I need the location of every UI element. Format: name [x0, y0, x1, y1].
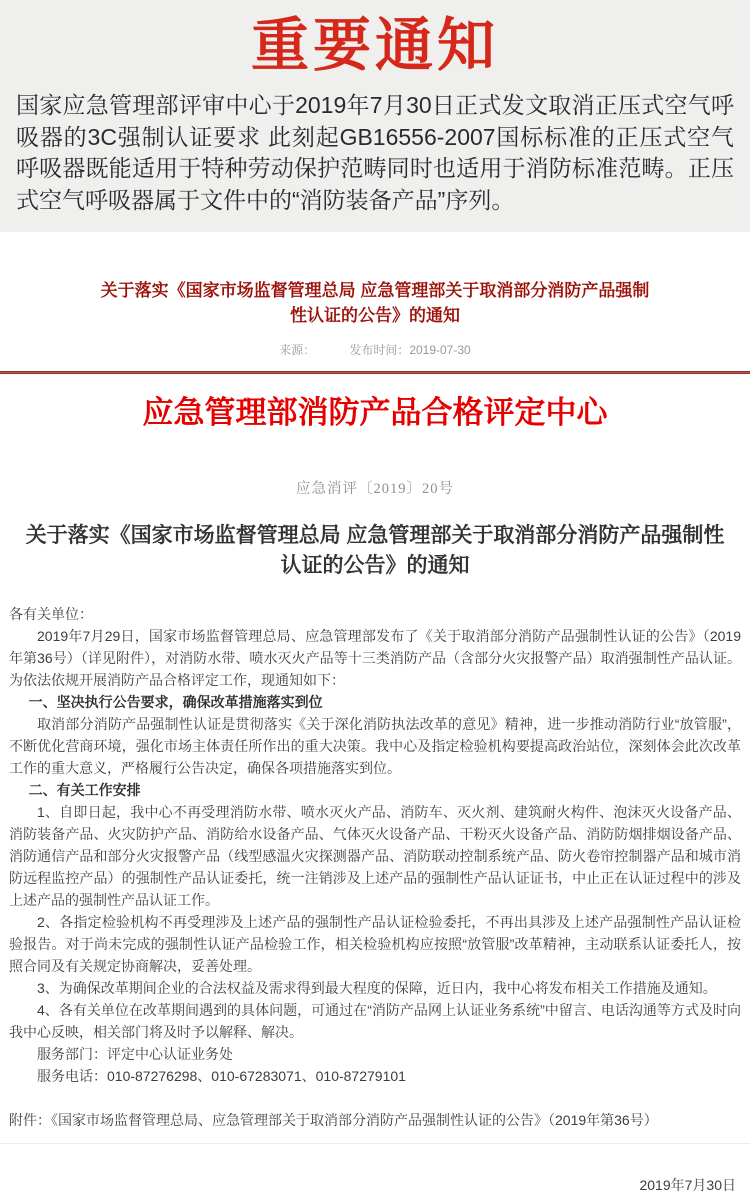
source-label: 来源：	[279, 343, 316, 357]
item-1-paragraph: 1、自即日起，我中心不再受理消防水带、喷水灭火产品、消防车、灭火剂、建筑耐火构件、泡沫灭火设备产品、消防装备产品、火灾防护产品、消防给水设备产品、气体灭火设备产品、干粉灭火设备产品、消防防烟排烟设备产品、消防通信产品和部分火灾报警产品（线型感温火灾探测器产品、消防联动控制系统产品、防火卷帘控制器产品和城市消防远程监控产品）的强制性产品认证委托，统一注销涉及上述产品的强制性产品认证证书，中止正在认证过程中的涉及上述产品的强制性产品认证工作。	[9, 804, 741, 908]
item-3-paragraph: 3、为确保改革期间企业的合法权益及需求得到最大程度的保障，近日内，我中心将发布相关工作措施及通知。	[37, 980, 717, 996]
attachment-line: 附件：《国家市场监督管理总局、应急管理部关于取消部分消防产品强制性认证的公告》（2019年第36号）	[9, 1112, 658, 1128]
section-2-heading: 二、有关工作安排	[28, 782, 141, 798]
document-title: 关于落实《国家市场监督管理总局 应急管理部关于取消部分消防产品强制性认证的公告》的通知	[25, 524, 725, 577]
important-notice-title: 重要通知	[250, 13, 499, 78]
service-department-line: 服务部门：评定中心认证业务处	[37, 1046, 233, 1062]
bottom-divider	[0, 1143, 750, 1144]
important-notice-banner	[0, 0, 750, 232]
article-meta	[0, 341, 750, 358]
intro-paragraph: 2019年7月29日，国家市场监督管理总局、应急管理部发布了《关于取消部分消防产品强制性认证的公告》（2019年第36号）（详见附件），对消防水带、喷水灭火产品等十三类消防产品（含部分火灾报警产品）取消强制性产品认证。为依法依规开展消防产品合格评定工作，现通知如下：	[9, 628, 741, 688]
publish-time-label: 发布时间：2019-07-30	[349, 343, 471, 357]
salutation: 各有关单位：	[9, 606, 93, 622]
organization-title: 应急管理部消防产品合格评定中心	[142, 395, 608, 430]
document-number: 应急消评〔2019〕20号	[296, 481, 454, 497]
document-date: 2019年7月30日	[639, 1177, 736, 1193]
important-notice-text: 国家应急管理部评审中心于2019年7月30日正式发文取消正压式空气呼吸器的3C强制认证要求 此刻起GB16556-2007国标标准的正压式空气呼吸器既能适用于特种劳动保护范畴同时也适用于消防标准范畴。正压式空气呼吸器属于文件中的“消防装备产品”序列。	[16, 92, 734, 213]
section-1-heading: 一、坚决执行公告要求，确保改革措施落实到位	[28, 694, 323, 710]
section-1-paragraph: 取消部分消防产品强制性认证是贯彻落实《关于深化消防执法改革的意见》精神，进一步推动消防行业“放管服”，不断优化营商环境，强化市场主体责任所作出的重大决策。我中心及指定检验机构要提高政治站位，深刻体会此次改革工作的重大意义，严格履行公告决定，确保各项措施落实到位。	[9, 716, 741, 776]
article-heading: 关于落实《国家市场监督管理总局 应急管理部关于取消部分消防产品强制性认证的公告》的通知	[100, 281, 650, 325]
service-phone-line: 服务电话：010-87276298、010-67283071、010-87279101	[37, 1068, 406, 1084]
item-4-paragraph: 4、各有关单位在改革期间遇到的具体问题，可通过在“消防产品网上认证业务系统”中留言、电话沟通等方式及时向我中心反映，相关部门将及时予以解释、解决。	[9, 1002, 741, 1040]
red-divider	[0, 371, 750, 374]
item-2-paragraph: 2、各指定检验机构不再受理涉及上述产品的强制性产品认证检验委托，不再出具涉及上述产品强制性产品认证检验报告。对于尚未完成的强制性认证产品检验工作，相关检验机构应按照“放管服”改革精神，主动联系认证委托人，按照合同及有关规定协商解决，妥善处理。	[9, 914, 741, 974]
document-body	[0, 603, 750, 1087]
